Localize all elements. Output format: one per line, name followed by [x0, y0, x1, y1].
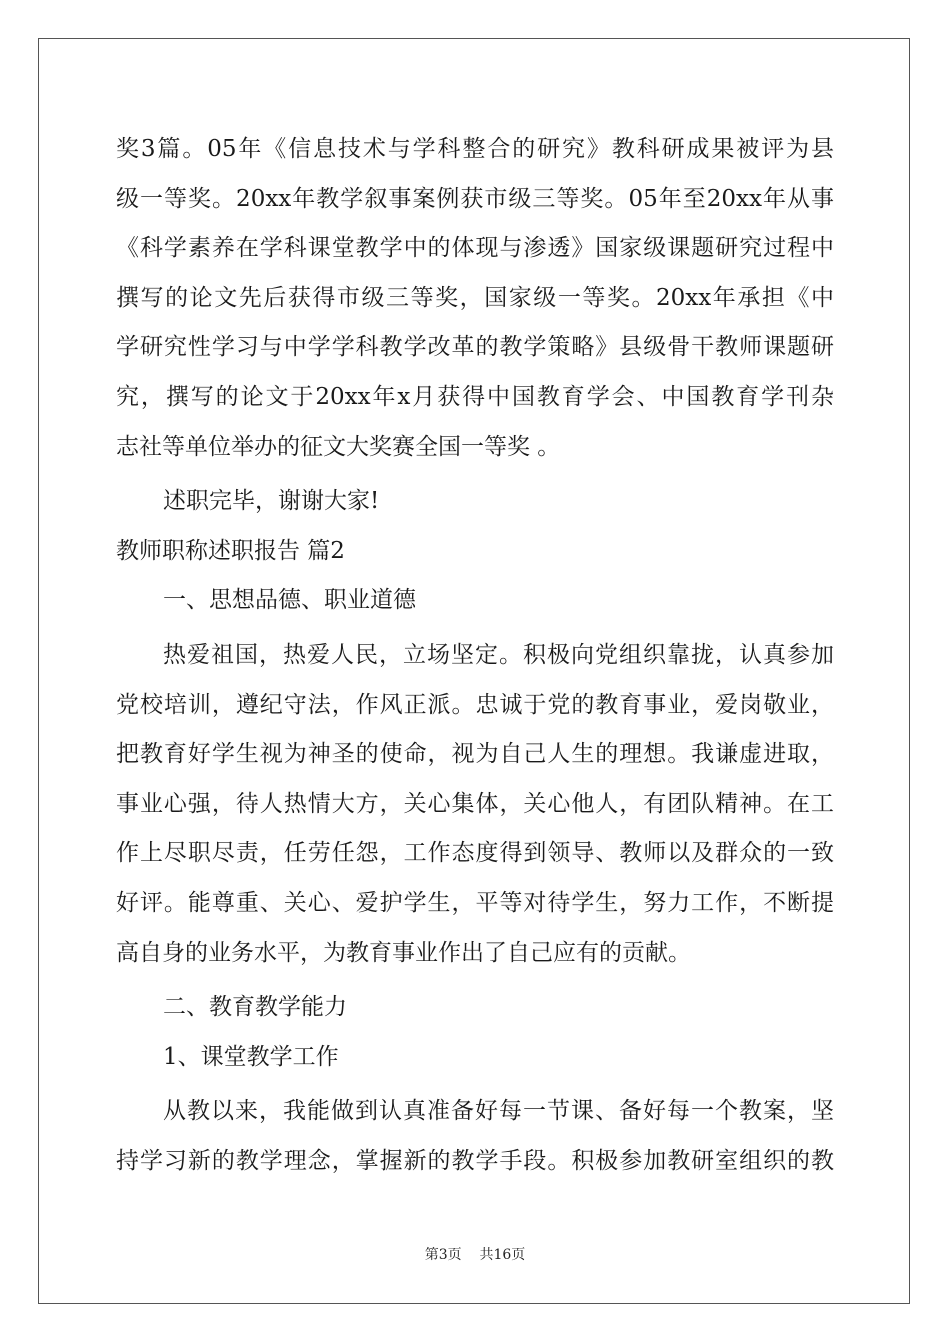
paragraph-line: 事业心强，待人热情大方，关心集体，关心他人，有团队精神。在工: [116, 790, 834, 817]
paragraph-line: 把教育好学生视为神圣的使命，视为自己人生的理想。我谦虚进取，: [116, 741, 834, 768]
paragraph-line: 级一等奖。20xx年教学叙事案例获市级三等奖。05年至20xx年从事: [116, 185, 834, 212]
paragraph-line: 高自身的业务水平，为教育事业作出了自己应有的贡献。: [116, 939, 691, 966]
paragraph-line: 党校培训，遵纪守法，作风正派。忠诚于党的教育事业，爱岗敬业，: [116, 691, 834, 718]
page-number: 第3页 共16页: [424, 1247, 526, 1263]
subheading: 一、思想品德、职业道德: [163, 587, 416, 614]
paragraph-line: 热爱祖国，热爱人民，立场坚定。积极向党组织靠拢，认真参加: [163, 641, 834, 668]
paragraph-line: 从教以来，我能做到认真准备好每一节课、备好每一个教案，坚: [163, 1098, 834, 1125]
subheading: 二、教育教学能力: [163, 994, 347, 1021]
paragraph-line: 好评。能尊重、关心、爱护学生，平等对待学生，努力工作，不断提: [116, 889, 834, 916]
paragraph-line: 撰写的论文先后获得市级三等奖，国家级一等奖。20xx年承担《中: [116, 284, 834, 311]
subheading: 1、课堂教学工作: [163, 1043, 339, 1070]
paragraph-line: 《科学素养在学科课堂教学中的体现与渗透》国家级课题研究过程中: [116, 235, 834, 262]
paragraph-line: 持学习新的教学理念，掌握新的教学手段。积极参加教研室组织的教: [116, 1147, 834, 1174]
paragraph-line: 奖3篇。05年《信息技术与学科整合的研究》教科研成果被评为县: [116, 136, 834, 162]
closing-remark: 述职完毕，谢谢大家!: [163, 488, 380, 515]
paragraph-line: 志社等单位举办的征文大奖赛全国一等奖 。: [116, 433, 561, 460]
document-body: [116, 125, 834, 1186]
paragraph-line: 作上尽职尽责，任劳任怨，工作态度得到领导、教师以及群众的一致: [116, 840, 834, 867]
section-title: 教师职称述职报告 篇2: [116, 537, 345, 564]
paragraph-line: 学研究性学习与中学学科教学改革的教学策略》县级骨干教师课题研: [116, 334, 834, 361]
paragraph-line: 究，撰写的论文于20xx年x月获得中国教育学会、中国教育学刊杂: [116, 383, 834, 410]
